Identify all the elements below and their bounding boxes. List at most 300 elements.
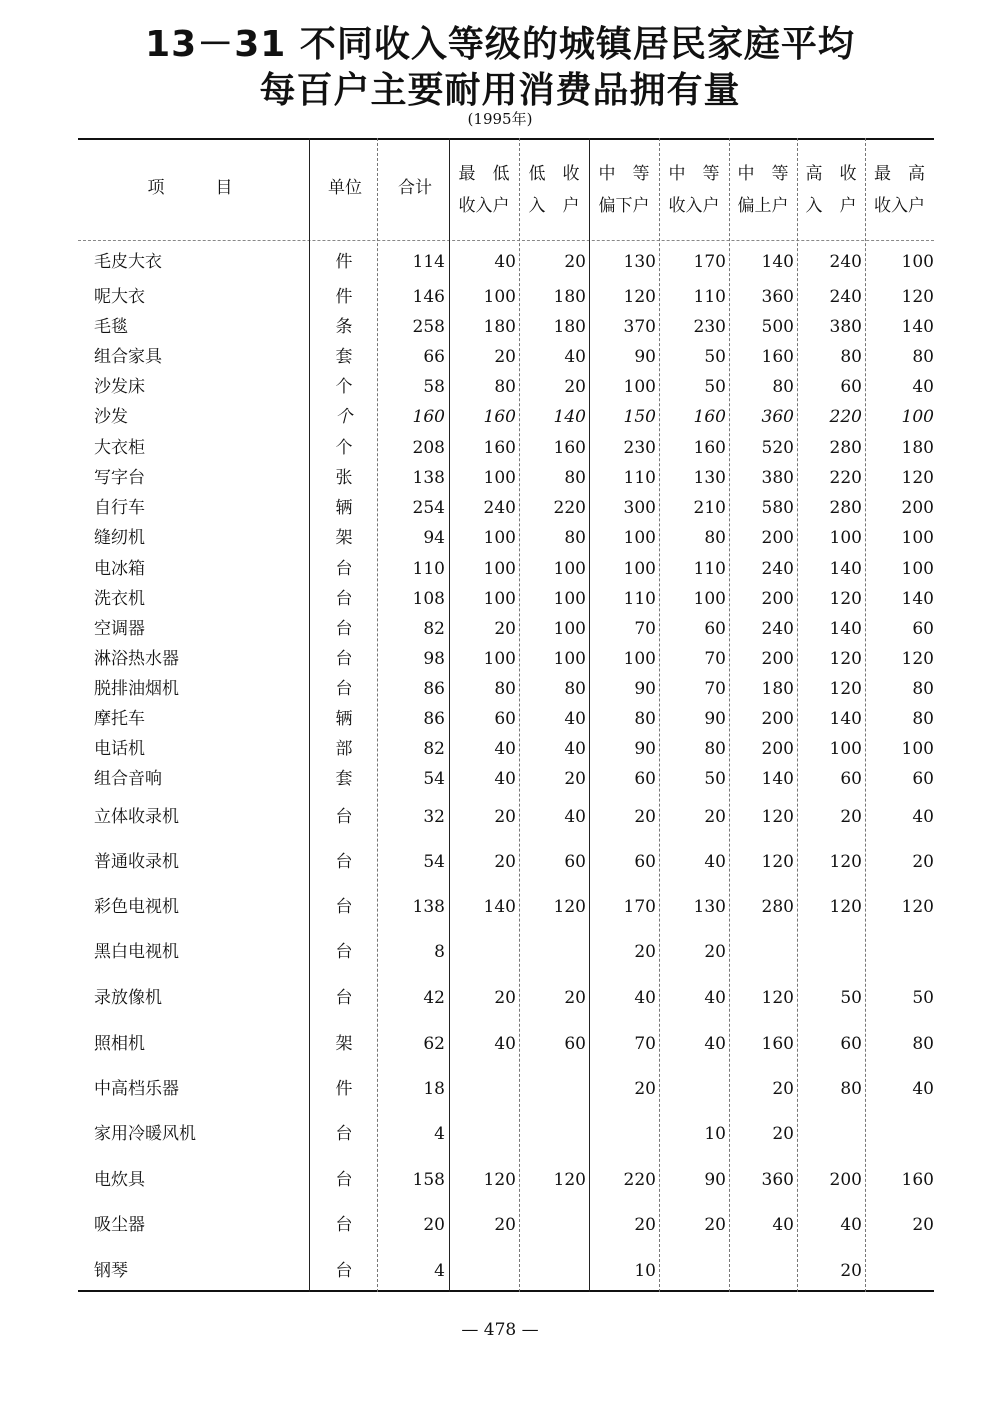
page-number: — 478 — [461, 1320, 539, 1340]
row-unit: 个 [335, 407, 353, 427]
row-value: 40 [564, 807, 586, 827]
row-value: 100 [623, 559, 656, 579]
row-item: 空调器 [94, 619, 145, 639]
row-value: 140 [829, 619, 862, 639]
row-value: 20 [564, 377, 586, 397]
row-unit: 台 [335, 589, 353, 609]
row-total: 86 [423, 679, 445, 699]
header-col-line: 中 等 [598, 164, 650, 184]
row-value: 210 [693, 498, 726, 518]
row-value: 20 [564, 988, 586, 1008]
header-col-line: 收入户 [668, 196, 720, 216]
row-value: 130 [693, 468, 726, 488]
table-row [0, 438, 1000, 460]
row-value: 80 [840, 347, 862, 367]
row-item: 沙发 [94, 407, 128, 427]
row-value: 120 [829, 649, 862, 669]
row-value: 40 [494, 769, 516, 789]
row-value: 60 [840, 377, 862, 397]
row-value: 200 [761, 709, 794, 729]
row-item: 缝纫机 [94, 528, 145, 548]
row-value: 40 [772, 1215, 794, 1235]
row-value: 100 [693, 589, 726, 609]
header-col-line: 入 户 [528, 196, 580, 216]
table-row [0, 287, 1000, 309]
row-value: 100 [623, 649, 656, 669]
row-value: 20 [634, 1215, 656, 1235]
table-row [0, 739, 1000, 761]
row-value: 100 [483, 468, 516, 488]
row-total: 254 [412, 498, 445, 518]
row-value: 100 [483, 287, 516, 307]
table-row [0, 942, 1000, 964]
row-value: 220 [829, 468, 862, 488]
row-value: 110 [623, 468, 656, 488]
table-row [0, 377, 1000, 399]
row-value: 80 [494, 377, 516, 397]
row-unit: 台 [335, 1124, 353, 1144]
row-value: 170 [693, 252, 726, 272]
row-value: 90 [634, 739, 656, 759]
row-item: 呢大衣 [94, 287, 145, 307]
row-item: 淋浴热水器 [94, 649, 179, 669]
row-value: 80 [564, 468, 586, 488]
row-value: 160 [761, 347, 794, 367]
table-row [0, 347, 1000, 369]
row-unit: 部 [335, 739, 353, 759]
row-unit: 台 [335, 807, 353, 827]
row-value: 60 [564, 852, 586, 872]
row-value: 80 [840, 1079, 862, 1099]
row-total: 258 [412, 317, 445, 337]
row-value: 20 [494, 988, 516, 1008]
row-item: 毛毯 [94, 317, 128, 337]
row-value: 160 [901, 1170, 934, 1190]
header-separator [78, 240, 934, 241]
row-value: 200 [761, 528, 794, 548]
row-value: 360 [761, 1170, 794, 1190]
row-value: 100 [623, 528, 656, 548]
row-item: 电冰箱 [94, 559, 145, 579]
row-value: 280 [829, 498, 862, 518]
row-value: 40 [912, 377, 934, 397]
row-value: 100 [901, 739, 934, 759]
row-total: 42 [423, 988, 445, 1008]
row-value: 140 [761, 769, 794, 789]
row-value: 90 [704, 1170, 726, 1190]
row-value: 20 [634, 1079, 656, 1099]
row-value: 180 [483, 317, 516, 337]
table-row [0, 468, 1000, 490]
row-value: 60 [634, 769, 656, 789]
row-value: 100 [553, 619, 586, 639]
row-value: 60 [912, 619, 934, 639]
row-value: 120 [623, 287, 656, 307]
row-value: 10 [634, 1261, 656, 1281]
table-row [0, 897, 1000, 919]
row-value: 160 [693, 438, 726, 458]
header-col [659, 158, 729, 222]
row-item: 中高档乐器 [94, 1079, 179, 1099]
row-unit: 套 [335, 347, 353, 367]
row-item: 立体收录机 [94, 807, 179, 827]
row-item: 钢琴 [94, 1261, 128, 1281]
row-value: 160 [483, 438, 516, 458]
row-unit: 台 [335, 1261, 353, 1281]
row-value: 20 [912, 1215, 934, 1235]
row-value: 160 [483, 407, 516, 427]
row-value: 360 [761, 287, 794, 307]
header-item: 项 目 [147, 178, 233, 198]
row-value: 180 [553, 287, 586, 307]
row-value: 20 [564, 252, 586, 272]
row-value: 20 [772, 1079, 794, 1099]
row-value: 100 [623, 377, 656, 397]
row-value: 60 [704, 619, 726, 639]
row-item: 家用冷暖风机 [94, 1124, 196, 1144]
row-value: 40 [634, 988, 656, 1008]
row-value: 90 [704, 709, 726, 729]
row-value: 80 [772, 377, 794, 397]
row-total: 138 [412, 897, 445, 917]
row-value: 240 [761, 559, 794, 579]
row-value: 20 [634, 807, 656, 827]
row-item: 照相机 [94, 1034, 145, 1054]
row-total: 82 [423, 619, 445, 639]
row-unit: 件 [335, 252, 353, 272]
row-value: 200 [761, 589, 794, 609]
row-unit: 个 [335, 438, 353, 458]
row-total: 4 [434, 1261, 445, 1281]
row-total: 4 [434, 1124, 445, 1144]
row-value: 20 [840, 807, 862, 827]
row-value: 100 [901, 559, 934, 579]
row-value: 140 [829, 559, 862, 579]
row-value: 20 [494, 807, 516, 827]
row-value: 220 [553, 498, 586, 518]
row-value: 10 [704, 1124, 726, 1144]
row-value: 180 [901, 438, 934, 458]
row-value: 200 [761, 739, 794, 759]
row-item: 彩色电视机 [94, 897, 179, 917]
row-value: 180 [553, 317, 586, 337]
row-value: 50 [840, 988, 862, 1008]
header-col-line: 高 收 [805, 164, 857, 184]
row-value: 40 [494, 252, 516, 272]
row-value: 60 [494, 709, 516, 729]
row-unit: 台 [335, 1170, 353, 1190]
table-row [0, 679, 1000, 701]
row-value: 200 [901, 498, 934, 518]
header-col-line: 最 高 [874, 164, 925, 184]
header-total: 合计 [398, 178, 432, 198]
row-unit: 条 [335, 317, 353, 337]
row-value: 100 [901, 528, 934, 548]
table-row [0, 1079, 1000, 1101]
row-total: 62 [423, 1034, 445, 1054]
row-value: 40 [494, 739, 516, 759]
row-value: 230 [623, 438, 656, 458]
row-value: 360 [761, 407, 794, 427]
row-value: 60 [912, 769, 934, 789]
row-value: 120 [901, 468, 934, 488]
row-value: 80 [564, 679, 586, 699]
row-value: 120 [761, 807, 794, 827]
row-value: 160 [693, 407, 726, 427]
row-value: 120 [829, 589, 862, 609]
row-value: 20 [772, 1124, 794, 1144]
row-value: 80 [634, 709, 656, 729]
row-item: 沙发床 [94, 377, 145, 397]
table-row [0, 589, 1000, 611]
row-value: 70 [704, 679, 726, 699]
row-value: 80 [912, 1034, 934, 1054]
row-value: 220 [623, 1170, 656, 1190]
header-col [589, 158, 659, 222]
row-value: 80 [564, 528, 586, 548]
row-total: 20 [423, 1215, 445, 1235]
row-value: 100 [483, 649, 516, 669]
row-item: 洗衣机 [94, 589, 145, 609]
row-value: 20 [704, 942, 726, 962]
row-unit: 件 [335, 287, 353, 307]
row-total: 208 [412, 438, 445, 458]
row-item: 电话机 [94, 739, 145, 759]
row-value: 200 [761, 649, 794, 669]
row-value: 100 [901, 407, 934, 427]
table-row [0, 852, 1000, 874]
header-col-line: 最 低 [458, 164, 510, 184]
row-unit: 台 [335, 559, 353, 579]
row-total: 110 [412, 559, 445, 579]
table-row [0, 559, 1000, 581]
row-total: 54 [423, 852, 445, 872]
row-total: 138 [412, 468, 445, 488]
header-col-line: 收入户 [458, 196, 510, 216]
row-value: 240 [829, 252, 862, 272]
row-item: 组合音响 [94, 769, 162, 789]
row-value: 100 [553, 589, 586, 609]
page-subtitle: 每百户主要耐用消费品拥有量 [259, 70, 741, 111]
row-value: 20 [494, 347, 516, 367]
row-unit: 台 [335, 619, 353, 639]
row-value: 140 [483, 897, 516, 917]
row-value: 370 [623, 317, 656, 337]
row-value: 280 [829, 438, 862, 458]
row-value: 50 [704, 377, 726, 397]
row-value: 40 [840, 1215, 862, 1235]
row-value: 100 [553, 649, 586, 669]
row-item: 电炊具 [94, 1170, 145, 1190]
row-value: 70 [634, 1034, 656, 1054]
table-row [0, 1170, 1000, 1192]
row-value: 50 [704, 347, 726, 367]
table-row [0, 528, 1000, 550]
row-value: 120 [553, 897, 586, 917]
row-item: 自行车 [94, 498, 145, 518]
table-row [0, 317, 1000, 339]
table-row [0, 252, 1000, 274]
row-value: 40 [564, 709, 586, 729]
row-item: 毛皮大衣 [94, 252, 162, 272]
header-col-line: 偏上户 [737, 196, 789, 216]
table-row [0, 1124, 1000, 1146]
row-item: 摩托车 [94, 709, 145, 729]
row-unit: 台 [335, 1215, 353, 1235]
row-unit: 个 [335, 377, 353, 397]
row-total: 32 [423, 807, 445, 827]
row-total: 18 [423, 1079, 445, 1099]
header-col [449, 158, 519, 222]
year-label: (1995年) [467, 110, 533, 128]
row-value: 50 [704, 769, 726, 789]
row-value: 20 [912, 852, 934, 872]
row-value: 520 [761, 438, 794, 458]
row-value: 300 [623, 498, 656, 518]
row-unit: 架 [335, 1034, 353, 1054]
header-col [865, 158, 934, 222]
row-value: 80 [912, 679, 934, 699]
row-value: 180 [761, 679, 794, 699]
row-unit: 台 [335, 649, 353, 669]
row-value: 110 [623, 589, 656, 609]
row-total: 8 [434, 942, 445, 962]
row-value: 100 [553, 559, 586, 579]
row-value: 20 [494, 852, 516, 872]
row-value: 100 [901, 252, 934, 272]
table-row [0, 807, 1000, 829]
table-row [0, 988, 1000, 1010]
row-value: 140 [553, 407, 586, 427]
table-row [0, 619, 1000, 641]
row-unit: 架 [335, 528, 353, 548]
row-value: 140 [901, 317, 934, 337]
row-value: 120 [829, 897, 862, 917]
row-value: 100 [483, 559, 516, 579]
row-value: 120 [901, 649, 934, 669]
row-total: 86 [423, 709, 445, 729]
row-value: 240 [483, 498, 516, 518]
row-value: 60 [840, 769, 862, 789]
row-value: 40 [912, 807, 934, 827]
row-value: 40 [704, 1034, 726, 1054]
row-unit: 套 [335, 769, 353, 789]
row-value: 160 [553, 438, 586, 458]
header-col-line: 收入户 [874, 196, 925, 216]
row-value: 120 [829, 852, 862, 872]
row-value: 20 [704, 1215, 726, 1235]
row-unit: 台 [335, 852, 353, 872]
row-unit: 张 [335, 468, 353, 488]
row-value: 580 [761, 498, 794, 518]
row-value: 240 [761, 619, 794, 639]
row-value: 60 [564, 1034, 586, 1054]
row-unit: 台 [335, 988, 353, 1008]
row-value: 80 [912, 709, 934, 729]
row-unit: 辆 [335, 709, 353, 729]
row-value: 20 [494, 619, 516, 639]
row-item: 录放像机 [94, 988, 162, 1008]
row-value: 240 [829, 287, 862, 307]
row-item: 写字台 [94, 468, 145, 488]
row-total: 98 [423, 649, 445, 669]
table-row [0, 1215, 1000, 1237]
row-value: 120 [761, 988, 794, 1008]
row-value: 40 [564, 347, 586, 367]
row-value: 40 [494, 1034, 516, 1054]
header-col-line: 中 等 [737, 164, 789, 184]
row-item: 脱排油烟机 [94, 679, 179, 699]
row-value: 60 [634, 852, 656, 872]
row-total: 94 [423, 528, 445, 548]
table-row [0, 498, 1000, 520]
row-value: 80 [494, 679, 516, 699]
row-value: 20 [840, 1261, 862, 1281]
row-value: 120 [483, 1170, 516, 1190]
header-unit: 单位 [328, 178, 362, 198]
row-value: 40 [912, 1079, 934, 1099]
row-total: 58 [423, 377, 445, 397]
row-value: 130 [693, 897, 726, 917]
row-value: 380 [829, 317, 862, 337]
row-value: 50 [912, 988, 934, 1008]
row-value: 20 [494, 1215, 516, 1235]
row-value: 120 [761, 852, 794, 872]
row-value: 130 [623, 252, 656, 272]
table-row [0, 649, 1000, 671]
table-row [0, 407, 1000, 429]
row-value: 140 [829, 709, 862, 729]
row-value: 230 [693, 317, 726, 337]
row-total: 66 [423, 347, 445, 367]
row-value: 160 [761, 1034, 794, 1054]
header-col-line: 偏下户 [598, 196, 650, 216]
row-unit: 件 [335, 1079, 353, 1099]
table-top-rule [78, 138, 934, 140]
row-value: 80 [704, 739, 726, 759]
row-value: 80 [704, 528, 726, 548]
row-value: 40 [704, 852, 726, 872]
row-value: 120 [553, 1170, 586, 1190]
row-unit: 台 [335, 679, 353, 699]
row-value: 150 [623, 407, 656, 427]
row-value: 200 [829, 1170, 862, 1190]
row-item: 大衣柜 [94, 438, 145, 458]
row-total: 108 [412, 589, 445, 609]
row-value: 100 [829, 739, 862, 759]
header-col-line: 低 收 [528, 164, 580, 184]
header-col [729, 158, 797, 222]
table-bottom-rule [78, 1290, 934, 1292]
row-value: 220 [829, 407, 862, 427]
row-value: 80 [912, 347, 934, 367]
row-item: 黑白电视机 [94, 942, 179, 962]
table-row [0, 1261, 1000, 1283]
row-total: 82 [423, 739, 445, 759]
row-value: 120 [901, 287, 934, 307]
row-total: 158 [412, 1170, 445, 1190]
table-row [0, 769, 1000, 791]
row-value: 140 [761, 252, 794, 272]
row-total: 146 [412, 287, 445, 307]
row-item: 普通收录机 [94, 852, 179, 872]
header-col-line: 入 户 [805, 196, 857, 216]
header-col-line: 中 等 [668, 164, 720, 184]
row-value: 40 [704, 988, 726, 1008]
header-col [797, 158, 865, 222]
row-value: 500 [761, 317, 794, 337]
row-value: 100 [829, 528, 862, 548]
